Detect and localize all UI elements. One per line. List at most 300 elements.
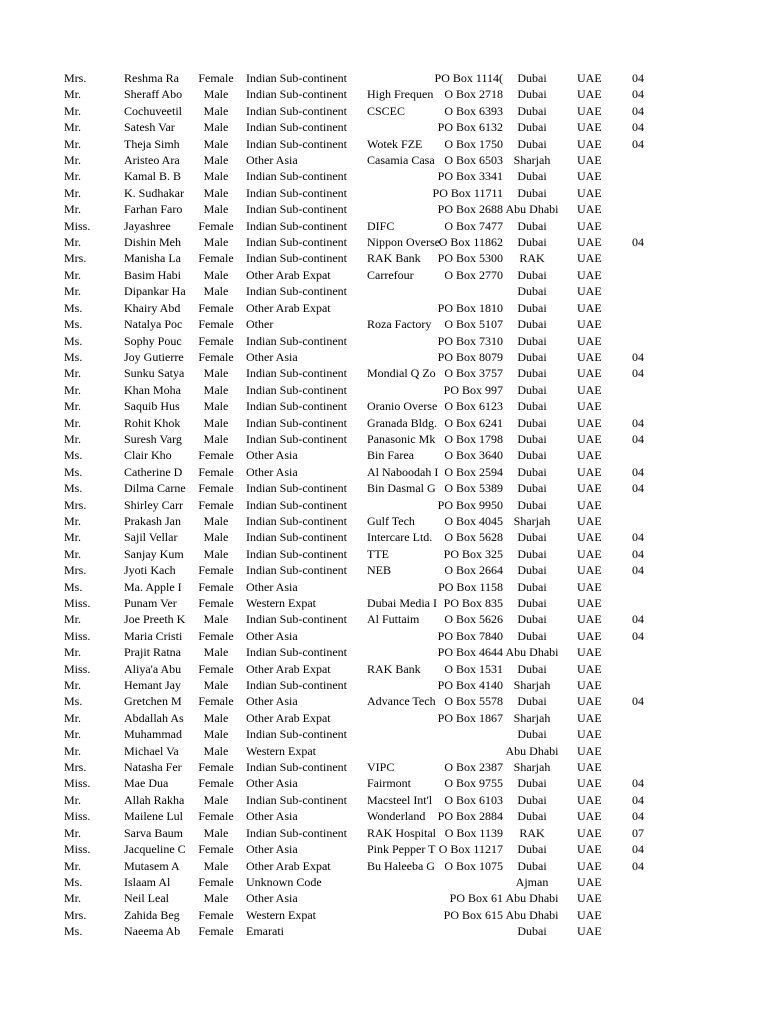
gender-cell[interactable]: Male — [203, 431, 229, 446]
name-cell[interactable]: Dipankar Ha — [124, 284, 186, 299]
salutation-cell[interactable]: Mr. — [64, 710, 82, 725]
po-box-cell[interactable]: O Box 5578 — [444, 694, 503, 709]
salutation-cell[interactable]: Mr. — [64, 120, 82, 135]
name-cell[interactable]: Joy Gutierre — [124, 349, 184, 364]
po-box-cell[interactable]: O Box 11217 — [438, 842, 503, 857]
area-code-cell[interactable]: 04 — [632, 415, 644, 430]
region-cell[interactable]: Indian Sub-continent — [246, 530, 347, 545]
po-box-cell[interactable]: PO Box 1810 — [437, 300, 503, 315]
gender-cell[interactable]: Female — [198, 251, 234, 266]
name-cell[interactable]: Sarva Baum — [124, 825, 183, 840]
area-code-cell[interactable]: 04 — [632, 694, 644, 709]
area-code-cell[interactable] — [632, 300, 662, 316]
city-cell[interactable]: Dubai — [517, 300, 547, 315]
city-cell[interactable]: Dubai — [517, 169, 547, 184]
name-cell[interactable]: Prakash Jan — [124, 513, 181, 528]
name-cell[interactable]: Sophy Pouc — [124, 333, 182, 348]
name-cell[interactable]: K. Sudhakar — [124, 185, 184, 200]
area-code-cell[interactable] — [632, 923, 662, 939]
region-cell[interactable]: Other Asia — [246, 349, 298, 364]
company-cell[interactable]: Casamia Casa — [367, 153, 435, 168]
gender-cell[interactable]: Male — [203, 530, 229, 545]
gender-cell[interactable]: Male — [203, 366, 229, 381]
gender-cell[interactable]: Male — [203, 103, 229, 118]
name-cell[interactable]: Prajit Ratna — [124, 645, 181, 660]
gender-cell[interactable]: Female — [198, 907, 234, 922]
company-cell[interactable]: Mondial Q Zo — [367, 366, 436, 381]
po-box-cell[interactable]: O Box 2664 — [444, 563, 503, 578]
salutation-cell[interactable]: Mrs. — [64, 907, 87, 922]
country-cell[interactable]: UAE — [577, 267, 602, 282]
po-box-cell[interactable] — [394, 743, 503, 759]
city-cell[interactable]: Dubai — [517, 87, 547, 102]
salutation-cell[interactable]: Mrs. — [64, 760, 87, 775]
city-cell[interactable]: Abu Dhabi — [505, 891, 559, 906]
city-cell[interactable]: Dubai — [517, 497, 547, 512]
salutation-cell[interactable]: Ms. — [64, 481, 83, 496]
area-code-cell[interactable] — [632, 759, 662, 775]
gender-cell[interactable]: Male — [203, 891, 229, 906]
salutation-cell[interactable]: Ms. — [64, 579, 83, 594]
country-cell[interactable]: UAE — [577, 809, 602, 824]
gender-cell[interactable]: Male — [203, 645, 229, 660]
salutation-cell[interactable]: Ms. — [64, 349, 83, 364]
salutation-cell[interactable]: Mrs. — [64, 563, 87, 578]
name-cell[interactable]: Satesh Var — [124, 120, 175, 135]
city-cell[interactable]: Dubai — [517, 71, 547, 85]
salutation-cell[interactable]: Mr. — [64, 825, 82, 840]
salutation-cell[interactable]: Miss. — [64, 628, 91, 643]
name-cell[interactable]: Natalya Poc — [124, 317, 183, 332]
name-cell[interactable]: Clair Kho — [124, 448, 172, 463]
region-cell[interactable]: Other Arab Expat — [246, 710, 331, 725]
company-cell[interactable]: Macsteel Int'l — [367, 792, 433, 807]
name-cell[interactable]: Jacqueline C — [124, 842, 186, 857]
region-cell[interactable]: Western Expat — [246, 743, 317, 758]
company-cell[interactable]: CSCEC — [367, 103, 406, 118]
salutation-cell[interactable]: Miss. — [64, 809, 91, 824]
city-cell[interactable]: Dubai — [517, 366, 547, 381]
country-cell[interactable]: UAE — [577, 284, 602, 299]
area-code-cell[interactable] — [632, 333, 662, 349]
name-cell[interactable]: Natasha Fer — [124, 760, 182, 775]
salutation-cell[interactable]: Mr. — [64, 382, 82, 397]
area-code-cell[interactable] — [632, 710, 662, 726]
salutation-cell[interactable]: Mr. — [64, 792, 82, 807]
gender-cell[interactable]: Female — [198, 333, 234, 348]
city-cell[interactable]: Dubai — [517, 563, 547, 578]
salutation-cell[interactable]: Ms. — [64, 300, 83, 315]
gender-cell[interactable]: Female — [198, 497, 234, 512]
city-cell[interactable]: Dubai — [517, 317, 547, 332]
salutation-cell[interactable]: Mr. — [64, 202, 82, 217]
region-cell[interactable]: Indian Sub-continent — [246, 727, 347, 742]
company-cell[interactable]: Al Naboodah I — [367, 464, 439, 479]
name-cell[interactable]: Farhan Faro — [124, 202, 183, 217]
gender-cell[interactable]: Male — [203, 136, 229, 151]
area-code-cell[interactable]: 04 — [632, 546, 644, 561]
name-cell[interactable]: Suresh Varg — [124, 431, 182, 446]
city-cell[interactable]: Sharjah — [513, 710, 551, 725]
region-cell[interactable]: Indian Sub-continent — [246, 513, 347, 528]
area-code-cell[interactable] — [632, 874, 662, 890]
po-box-cell[interactable]: O Box 7477 — [444, 218, 503, 233]
name-cell[interactable]: Punam Ver — [124, 596, 177, 610]
gender-cell[interactable]: Female — [198, 596, 234, 610]
area-code-cell[interactable] — [632, 677, 662, 693]
salutation-cell[interactable]: Mr. — [64, 235, 82, 250]
city-cell[interactable]: Dubai — [517, 136, 547, 151]
po-box-cell[interactable]: O Box 6503 — [444, 153, 503, 168]
salutation-cell[interactable]: Mr. — [64, 513, 82, 528]
country-cell[interactable]: UAE — [577, 431, 602, 446]
country-cell[interactable]: UAE — [577, 858, 602, 873]
gender-cell[interactable]: Male — [203, 235, 229, 250]
salutation-cell[interactable]: Mr. — [64, 891, 82, 906]
area-code-cell[interactable]: 04 — [632, 366, 644, 381]
area-code-cell[interactable]: 04 — [632, 235, 644, 250]
po-box-cell[interactable]: O Box 2594 — [444, 464, 503, 479]
po-box-cell[interactable]: PO Box 7840 — [437, 628, 503, 643]
country-cell[interactable]: UAE — [577, 169, 602, 184]
country-cell[interactable]: UAE — [577, 612, 602, 627]
city-cell[interactable]: Dubai — [517, 661, 547, 676]
po-box-cell[interactable]: PO Box 61 — [449, 891, 503, 906]
country-cell[interactable]: UAE — [577, 136, 602, 151]
city-cell[interactable]: Dubai — [517, 185, 547, 200]
country-cell[interactable]: UAE — [577, 382, 602, 397]
city-cell[interactable]: Dubai — [517, 858, 547, 873]
country-cell[interactable]: UAE — [577, 596, 602, 610]
name-cell[interactable]: Khairy Abd — [124, 300, 181, 315]
city-cell[interactable]: Dubai — [517, 464, 547, 479]
gender-cell[interactable]: Male — [203, 284, 229, 299]
country-cell[interactable]: UAE — [577, 842, 602, 857]
salutation-cell[interactable]: Mr. — [64, 103, 82, 118]
city-cell[interactable]: Dubai — [517, 382, 547, 397]
name-cell[interactable]: Theja Simh — [124, 136, 180, 151]
country-cell[interactable]: UAE — [577, 710, 602, 725]
po-box-cell[interactable] — [394, 283, 503, 299]
name-cell[interactable]: Maria Cristi — [124, 628, 183, 643]
gender-cell[interactable]: Male — [203, 87, 229, 102]
salutation-cell[interactable]: Mr. — [64, 858, 82, 873]
gender-cell[interactable]: Male — [203, 858, 229, 873]
gender-cell[interactable]: Female — [198, 349, 234, 364]
salutation-cell[interactable]: Mr. — [64, 678, 82, 693]
gender-cell[interactable]: Female — [198, 628, 234, 643]
area-code-cell[interactable] — [632, 497, 662, 513]
company-cell[interactable]: Carrefour — [367, 267, 414, 282]
po-box-cell[interactable]: O Box 5626 — [444, 612, 503, 627]
name-cell[interactable]: Sheraff Abo — [124, 87, 183, 102]
po-box-cell[interactable]: PO Box 2884 — [437, 809, 503, 824]
region-cell[interactable]: Other Asia — [246, 809, 298, 824]
area-code-cell[interactable] — [632, 661, 662, 677]
region-cell[interactable]: Indian Sub-continent — [246, 760, 347, 775]
area-code-cell[interactable] — [632, 152, 662, 168]
region-cell[interactable]: Indian Sub-continent — [246, 481, 347, 496]
region-cell[interactable]: Other — [246, 317, 274, 332]
region-cell[interactable]: Indian Sub-continent — [246, 645, 347, 660]
po-box-cell[interactable]: PO Box 4644 — [437, 645, 503, 660]
name-cell[interactable]: Sajil Vellar — [124, 530, 178, 545]
region-cell[interactable]: Other Asia — [246, 842, 298, 857]
country-cell[interactable]: UAE — [577, 563, 602, 578]
city-cell[interactable]: Dubai — [517, 842, 547, 857]
city-cell[interactable]: Dubai — [517, 792, 547, 807]
salutation-cell[interactable]: Miss. — [64, 842, 91, 857]
region-cell[interactable]: Other Arab Expat — [246, 661, 331, 676]
city-cell[interactable]: Dubai — [517, 349, 547, 364]
area-code-cell[interactable] — [632, 579, 662, 595]
region-cell[interactable]: Indian Sub-continent — [246, 202, 347, 217]
area-code-cell[interactable] — [632, 890, 662, 906]
region-cell[interactable]: Indian Sub-continent — [246, 382, 347, 397]
name-cell[interactable]: Basim Habi — [124, 267, 181, 282]
gender-cell[interactable]: Female — [198, 464, 234, 479]
city-cell[interactable]: Dubai — [517, 218, 547, 233]
gender-cell[interactable]: Female — [198, 760, 234, 775]
area-code-cell[interactable] — [632, 398, 662, 414]
city-cell[interactable]: Sharjah — [513, 153, 551, 168]
city-cell[interactable]: Dubai — [517, 103, 547, 118]
region-cell[interactable]: Indian Sub-continent — [246, 678, 347, 693]
salutation-cell[interactable]: Mrs. — [64, 71, 87, 85]
po-box-cell[interactable]: O Box 1531 — [444, 661, 503, 676]
area-code-cell[interactable] — [632, 907, 662, 923]
gender-cell[interactable]: Female — [198, 874, 234, 889]
gender-cell[interactable]: Male — [203, 546, 229, 561]
country-cell[interactable]: UAE — [577, 661, 602, 676]
salutation-cell[interactable]: Ms. — [64, 874, 83, 889]
po-box-cell[interactable]: O Box 2718 — [444, 87, 503, 102]
company-cell[interactable]: NEB — [367, 563, 391, 578]
name-cell[interactable]: Sanjay Kum — [124, 546, 184, 561]
region-cell[interactable]: Indian Sub-continent — [246, 366, 347, 381]
country-cell[interactable]: UAE — [577, 513, 602, 528]
po-box-cell[interactable]: O Box 1139 — [444, 825, 503, 840]
area-code-cell[interactable]: 04 — [632, 464, 644, 479]
city-cell[interactable]: Dubai — [517, 415, 547, 430]
city-cell[interactable]: Dubai — [517, 399, 547, 414]
po-box-cell[interactable]: PO Box 1867 — [437, 710, 503, 725]
city-cell[interactable]: Abu Dhabi — [505, 743, 559, 758]
region-cell[interactable]: Other Asia — [246, 628, 298, 643]
country-cell[interactable]: UAE — [577, 218, 602, 233]
salutation-cell[interactable]: Miss. — [64, 776, 91, 791]
area-code-cell[interactable]: 04 — [632, 612, 644, 627]
region-cell[interactable]: Emarati — [246, 924, 284, 939]
name-cell[interactable]: Mutasem A — [124, 858, 180, 873]
name-cell[interactable]: Joe Preeth K — [124, 612, 186, 627]
name-cell[interactable]: Zahida Beg — [124, 907, 180, 922]
region-cell[interactable]: Other Asia — [246, 579, 298, 594]
country-cell[interactable]: UAE — [577, 300, 602, 315]
gender-cell[interactable]: Male — [203, 825, 229, 840]
area-code-cell[interactable]: 04 — [632, 842, 644, 857]
gender-cell[interactable]: Female — [198, 71, 234, 85]
salutation-cell[interactable]: Mr. — [64, 399, 82, 414]
salutation-cell[interactable]: Miss. — [64, 596, 91, 610]
po-box-cell[interactable]: PO Box 7310 — [437, 333, 503, 348]
company-cell[interactable]: Wonderland — [367, 809, 426, 824]
salutation-cell[interactable]: Mr. — [64, 87, 82, 102]
area-code-cell[interactable]: 04 — [632, 349, 644, 364]
city-cell[interactable]: Dubai — [517, 284, 547, 299]
region-cell[interactable]: Indian Sub-continent — [246, 399, 347, 414]
city-cell[interactable]: Dubai — [517, 776, 547, 791]
area-code-cell[interactable]: 04 — [632, 809, 644, 824]
salutation-cell[interactable]: Ms. — [64, 924, 83, 939]
name-cell[interactable]: Manisha La — [124, 251, 181, 266]
region-cell[interactable]: Other Asia — [246, 891, 298, 906]
po-box-cell[interactable]: PO Box 4140 — [437, 678, 503, 693]
po-box-cell[interactable]: PO Box 9950 — [437, 497, 503, 512]
gender-cell[interactable]: Male — [203, 727, 229, 742]
po-box-cell[interactable]: O Box 2770 — [444, 267, 503, 282]
company-cell[interactable]: Bin Dasmal G — [367, 481, 436, 496]
country-cell[interactable]: UAE — [577, 399, 602, 414]
name-cell[interactable]: Aliya'a Abu — [124, 661, 182, 676]
country-cell[interactable]: UAE — [577, 579, 602, 594]
country-cell[interactable]: UAE — [577, 645, 602, 660]
po-box-cell[interactable]: PO Box 8079 — [437, 349, 503, 364]
gender-cell[interactable]: Male — [203, 612, 229, 627]
salutation-cell[interactable]: Ms. — [64, 694, 83, 709]
name-cell[interactable]: Jyoti Kach — [124, 563, 176, 578]
country-cell[interactable]: UAE — [577, 891, 602, 906]
name-cell[interactable]: Kamal B. B — [124, 169, 181, 184]
country-cell[interactable]: UAE — [577, 776, 602, 791]
po-box-cell[interactable]: O Box 1798 — [444, 431, 503, 446]
name-cell[interactable]: Neil Leal — [124, 891, 169, 906]
company-cell[interactable]: Gulf Tech — [367, 513, 415, 528]
area-code-cell[interactable]: 04 — [632, 481, 644, 496]
company-cell[interactable]: RAK Bank — [367, 661, 421, 676]
name-cell[interactable]: Hemant Jay — [124, 678, 181, 693]
country-cell[interactable]: UAE — [577, 678, 602, 693]
area-code-cell[interactable] — [632, 595, 662, 611]
company-cell[interactable]: Dubai Media I — [367, 596, 437, 610]
company-cell[interactable]: TTE — [367, 546, 389, 561]
gender-cell[interactable]: Female — [198, 481, 234, 496]
area-code-cell[interactable]: 04 — [632, 628, 644, 643]
country-cell[interactable]: UAE — [577, 251, 602, 266]
salutation-cell[interactable]: Mr. — [64, 727, 82, 742]
po-box-cell[interactable]: PO Box 615 — [443, 907, 503, 922]
po-box-cell[interactable]: O Box 9755 — [444, 776, 503, 791]
po-box-cell[interactable]: O Box 1750 — [444, 136, 503, 151]
po-box-cell[interactable] — [394, 923, 503, 939]
city-cell[interactable]: RAK — [519, 251, 545, 266]
salutation-cell[interactable]: Ms. — [64, 333, 83, 348]
city-cell[interactable]: Dubai — [517, 333, 547, 348]
country-cell[interactable]: UAE — [577, 71, 602, 85]
company-cell[interactable]: Roza Factory — [367, 317, 432, 332]
region-cell[interactable]: Unknown Code — [246, 874, 322, 889]
gender-cell[interactable]: Male — [203, 399, 229, 414]
region-cell[interactable]: Indian Sub-continent — [246, 284, 347, 299]
city-cell[interactable]: Ajman — [515, 874, 549, 889]
city-cell[interactable]: Dubai — [517, 235, 547, 250]
country-cell[interactable]: UAE — [577, 530, 602, 545]
gender-cell[interactable]: Male — [203, 153, 229, 168]
po-box-cell[interactable]: PO Box 1158 — [438, 579, 503, 594]
area-code-cell[interactable] — [632, 316, 662, 332]
city-cell[interactable]: Dubai — [517, 596, 547, 610]
city-cell[interactable]: Dubai — [517, 628, 547, 643]
country-cell[interactable]: UAE — [577, 120, 602, 135]
country-cell[interactable]: UAE — [577, 924, 602, 939]
city-cell[interactable]: Dubai — [517, 431, 547, 446]
country-cell[interactable]: UAE — [577, 366, 602, 381]
company-cell[interactable]: Bu Haleeba G — [367, 858, 435, 873]
name-cell[interactable]: Gretchen M — [124, 694, 182, 709]
city-cell[interactable]: Dubai — [517, 809, 547, 824]
country-cell[interactable]: UAE — [577, 464, 602, 479]
country-cell[interactable]: UAE — [577, 317, 602, 332]
salutation-cell[interactable]: Mrs. — [64, 497, 87, 512]
salutation-cell[interactable]: Mr. — [64, 153, 82, 168]
name-cell[interactable]: Rohit Khok — [124, 415, 181, 430]
area-code-cell[interactable] — [632, 283, 662, 299]
area-code-cell[interactable]: 04 — [632, 530, 644, 545]
po-box-cell[interactable]: O Box 5628 — [444, 530, 503, 545]
region-cell[interactable]: Indian Sub-continent — [246, 87, 347, 102]
gender-cell[interactable]: Female — [198, 694, 234, 709]
region-cell[interactable]: Other Arab Expat — [246, 300, 331, 315]
gender-cell[interactable]: Male — [203, 513, 229, 528]
salutation-cell[interactable]: Mr. — [64, 546, 82, 561]
name-cell[interactable]: Catherine D — [124, 464, 183, 479]
region-cell[interactable]: Indian Sub-continent — [246, 185, 347, 200]
po-box-cell[interactable]: O Box 6103 — [444, 792, 503, 807]
country-cell[interactable]: UAE — [577, 185, 602, 200]
region-cell[interactable]: Indian Sub-continent — [246, 415, 347, 430]
gender-cell[interactable]: Male — [203, 743, 229, 758]
city-cell[interactable]: Dubai — [517, 924, 547, 939]
name-cell[interactable]: Dilma Carne — [124, 481, 186, 496]
region-cell[interactable]: Other Asia — [246, 153, 298, 168]
region-cell[interactable]: Other Asia — [246, 776, 298, 791]
region-cell[interactable]: Indian Sub-continent — [246, 71, 347, 85]
salutation-cell[interactable]: Ms. — [64, 317, 83, 332]
salutation-cell[interactable]: Mr. — [64, 284, 82, 299]
region-cell[interactable]: Indian Sub-continent — [246, 546, 347, 561]
area-code-cell[interactable]: 04 — [632, 792, 644, 807]
country-cell[interactable]: UAE — [577, 333, 602, 348]
salutation-cell[interactable]: Mr. — [64, 743, 82, 758]
po-box-cell[interactable]: O Box 3640 — [444, 448, 503, 463]
company-cell[interactable]: Wotek FZE — [367, 136, 423, 151]
company-cell[interactable]: Panasonic Mk — [367, 431, 436, 446]
po-box-cell[interactable]: O Box 3757 — [444, 366, 503, 381]
company-cell[interactable]: Bin Farea — [367, 448, 414, 463]
country-cell[interactable]: UAE — [577, 153, 602, 168]
city-cell[interactable]: Abu Dhabi — [505, 645, 559, 660]
salutation-cell[interactable]: Miss. — [64, 218, 91, 233]
name-cell[interactable]: Ma. Apple I — [124, 579, 182, 594]
area-code-cell[interactable] — [632, 185, 662, 201]
region-cell[interactable]: Indian Sub-continent — [246, 103, 347, 118]
country-cell[interactable]: UAE — [577, 546, 602, 561]
region-cell[interactable]: Western Expat — [246, 596, 317, 610]
city-cell[interactable]: RAK — [519, 825, 545, 840]
region-cell[interactable]: Indian Sub-continent — [246, 169, 347, 184]
gender-cell[interactable]: Female — [198, 924, 234, 939]
po-box-cell[interactable]: PO Box 835 — [443, 596, 503, 610]
